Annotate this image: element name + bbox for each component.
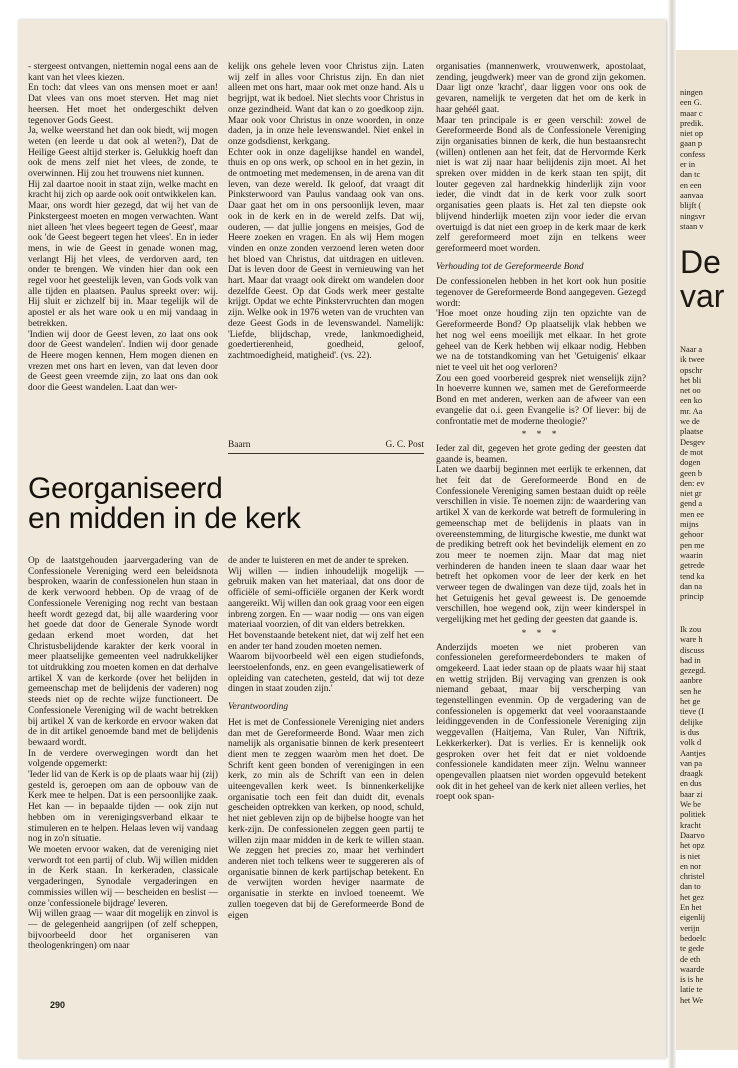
paragraph: en een: [680, 180, 702, 190]
paragraph: staan v: [680, 221, 704, 231]
paragraph: Maar ten principale is er geen verschil: zowel de Gereformeerde Bond als de Confessionele Vereniging zijn organisaties binnen de kerk, die hun bestaansrecht (willen) ontlenen aan het feit, dat de Hervormde Kerk niet is wat zij naar haar belijdenis zijn moet. Al het spreken over midden in de kerk staan ten spijt, dit louter gegeven zal hardnekkig hinderlijk zijn voor ieder, die vindt dat in de kerk voor zulk soort organisaties geen plaats is. Het zal ten diepste ook blijvend hinderlijk moeten zijn voor ieder die ervan overtuigd is dat niet een groep in de kerk maar de kerk zelf gereformeerd moet zijn en telkens weer gereformeerd moet worden.: [436, 115, 646, 254]
column3-intro: [436, 62, 646, 255]
paragraph: In de verdere overwegingen wordt dan het volgende opgemerkt:: [28, 748, 218, 770]
paragraph: gaan p: [680, 139, 703, 149]
subheading-verantwoording: Verantwoording: [228, 702, 289, 713]
paragraph: tieve (I: [680, 707, 704, 717]
paragraph: men ee: [680, 509, 704, 519]
article1-column1: [28, 62, 218, 450]
paragraph: princip: [680, 592, 704, 602]
paragraph: confess: [680, 149, 706, 159]
paragraph: gezegd.: [680, 666, 706, 676]
paragraph: aanbre: [680, 676, 703, 686]
article2-column1: [28, 556, 218, 996]
paragraph: Ja, welke weerstand het dan ook biedt, wij mogen weten (en leerde u dat ook al weten?), Dat de Heilige Geest altijd sterker is. Gelukkig hoeft dan ook de mens zelf niet het vlees, de zonde, te overwinnen. Hij zou het trouwens niet kunnen.: [28, 126, 218, 180]
paragraph: draagk: [680, 769, 703, 779]
column3-anderzijds: [436, 643, 646, 804]
article1-column2: [228, 62, 424, 450]
headline-line1: Georganiseerd: [28, 472, 223, 505]
paragraph: geen b: [680, 468, 703, 478]
paragraph: een G.: [680, 98, 702, 108]
paragraph: dan na: [680, 581, 703, 591]
paragraph: Wij willen graag — waar dit mogelijk en zinvol is — de gelegenheid aangrijpen (of zelf scheppen, bijvoorbeeld door het organiseren van theologenkringen) om naar: [28, 909, 218, 952]
paragraph: en dus: [680, 779, 702, 789]
paragraph: waarin: [680, 550, 703, 560]
paragraph: het We: [680, 995, 704, 1005]
article1-signature: [228, 440, 424, 450]
paragraph: We moeten ervoor waken, dat de vereniging niet verwordt tot een partij of club. Wij willen midden in de Kerk staan. In kerkeraden, classicale vergaderingen, Synodale vergaderingen en commissies willen wij — bescheiden en beslist — onze 'confessionele bijdrage' leveren.: [28, 844, 218, 909]
paragraph: Zou een goed voorbereid gesprek niet wenselijk zijn? In hoeverre kunnen we, samen met de Gereformeerde Bond en met anderen, werken aan de afweer van een evangelie dat o.i. geen Evangelie is? Of liever: bij de confrontatie met de moderne theologie?': [436, 373, 646, 427]
paragraph: politiek: [680, 810, 706, 820]
paragraph: er in: [680, 160, 696, 170]
paragraph: had in: [680, 655, 701, 665]
paragraph: getrede: [680, 561, 705, 571]
paragraph: een ko: [680, 396, 703, 406]
paragraph: den: ev: [680, 478, 705, 488]
paragraph: Laten we daarbij beginnen met eerlijk te erkennen, dat het feit dat de Gereformeerde Bond en de Confessionele Vereniging samen bestaan duidt op reële verschillen in visie. Te noemen zijn: de waardering van artikel X van de kerkorde wat betreft de formulering in gemeenschap met de belijdenis in plaats van in overeenstemming, de liturgische kwestie, me dunkt wat de prediking betreft ook het bevindelijk element en zo zou meer te noemen zijn. Maar dat mag niet verhinderen de handen ineen te slaan daar waar het betreft het opkomen voor de leer der kerk en het verweer tegen de dwalingen van deze tijd, zoals het in het Getuigenis het geval geweest is. De genoemde verschillen, hoe wegend ook, zijn weer kinderspel in vergelijking met het geding der geesten dat gaande is.: [436, 465, 646, 626]
adjacent-headline: [680, 245, 724, 313]
paragraph: De confessionelen hebben in het kort ook hun positie tegenover de Gereformeerde Bond aangegeven. Gezegd wordt:: [436, 277, 646, 309]
paragraph: Desgev: [680, 437, 706, 447]
paragraph: gehoor: [680, 530, 704, 540]
paragraph: is niet: [680, 851, 701, 861]
paragraph: Anderzijds moeten we niet proberen van confessionelen gereformeerdebonders te maken of omgekeerd. Laat ieder staan op de plaats waar hij staat en wettig strijden. Bij vervaging van grenzen is ook niemand gebaat, maar bij verscherping van tegenstellingen evenmin. Op de vergadering van de confessionelen is opgemerkt dat veel vooraanstaande leidinggevenden in de Confessionele Vereniging zijn weggevallen (Haitjema, Van Ruler, Van Niftrik, Lekkerkerker). Dat is verlies. Er is kennelijk ook gesproken over het feit dat er niet voldoende confessionele kandidaten meer zijn. Welnu wanneer opengevallen plaatsen niet worden opgevuld betekent ook dit in het geheel van de kerk niet alleen verlies, het roept ook span-: [436, 642, 646, 803]
paragraph: volk d: [680, 738, 702, 748]
paragraph: ik twee: [680, 355, 705, 365]
signature-author: G. C. Post: [385, 440, 424, 450]
paragraph: opschr: [680, 365, 703, 375]
paragraph: delijke: [680, 717, 703, 727]
paragraph: We be: [680, 800, 701, 810]
paragraph: ningsvr: [680, 211, 706, 221]
paragraph: latie te: [680, 985, 703, 995]
column2-intro: [228, 556, 424, 695]
paragraph: verijn: [680, 923, 700, 933]
paragraph: 'Hoe moet onze houding zijn ten opzichte van de Gereformeerde Bond? Op plaatselijk vlak hebben we het nog wel eens moeilijk met elkaar. In het grote geheel van de Kerk hebben wij elkaar nodig. Hebben we na de totstandkoming van het 'Getuigenis' elkaar niet te veel uit het oog verloren?: [436, 309, 646, 373]
paragraph: christel: [680, 872, 705, 882]
paragraph: maar c: [680, 108, 703, 118]
paragraph: Maar, ons wordt hier gezegd, dat wij het van de Pinkstergeest moeten en mogen verwachten. Want niet alleen 'het vlees begeert tegen de Geest', maar ook 'de Geest begeert tegen het vlees'. En in ieder mens, in wie de Geest in genade wonen mag, verlangt Hij het vlees, de verdorven aard, ten onder te brengen. We vinden hier dan ook een regel voor het geestelijk leven, van Gods volk van alle tijden en plaatsen. Paulus spreekt over: wij. Hij sluit er zichzelf bij in. Maar tegelijk wil de apostel er als het ware ook u en mij vandaag in betrekken.: [28, 201, 218, 329]
column3-geding: [436, 444, 646, 626]
paragraph: dan to: [680, 882, 701, 892]
paragraph: ware h: [680, 635, 703, 645]
paragraph: gend a: [680, 499, 703, 509]
article2-column3: [436, 62, 646, 912]
headline-line2: en midden in de kerk: [28, 502, 301, 535]
paragraph: pen me: [680, 540, 705, 550]
paragraph: we de: [680, 417, 700, 427]
paragraph: dogen: [680, 458, 701, 468]
section-stars-1: * * *: [521, 430, 561, 441]
paragraph: 'Ieder lid van de Kerk is op de plaats waar hij (zij) gesteld is, geroepen om aan de opbouw van de Kerk mee te helpen. Dat is een persoonlijke zaak. Het kan — in bepaalde tijden — ook zijn nut hebben om in verenigingsverband elkaar te stimuleren en te helpen. Helaas leven wij vandaag nog in zo'n situatie.: [28, 770, 218, 845]
paragraph: het ge: [680, 697, 701, 707]
paragraph: het gez: [680, 892, 704, 902]
page-number: 290: [50, 1000, 66, 1010]
paragraph: niet gr: [680, 489, 702, 499]
paragraph: En toch: dat vlees van ons mensen moet er aan! Dat vlees van ons moet sterven. Het mag niet heersen. Het moet het ondergeschikt delven tegenover Gods Geest.: [28, 83, 218, 126]
paragraph: Aantjes: [680, 748, 706, 758]
paragraph: dan tc: [680, 170, 701, 180]
paragraph: mijns: [680, 520, 699, 530]
paragraph: Het bovenstaande betekent niet, dat wij zelf het een en ander ter hand zouden moeten nemen.: [228, 630, 424, 652]
adjacent-mid-column: [680, 345, 738, 602]
binding-gutter: [668, 0, 676, 1068]
paragraph: aanvaa: [680, 190, 704, 200]
adjacent-top-column: [680, 88, 738, 232]
paragraph: Hij zal daartoe nooit in staat zijn, welke macht en kracht hij zich op aarde ook ooit ontwikkelen kan.: [28, 179, 218, 201]
paragraph: de eth: [680, 954, 701, 964]
paragraph: discuss: [680, 645, 705, 655]
paragraph: Het is met de Confessionele Vereniging niet anders dan met de Gereformeerde Bond. Waar men zich namelijk als organisatie binnen de kerk presenteert dient men te zeggen waaròm men het doet. De Schrift kent geen bonden of verenigingen in een kerk, zo min als de Schrift van een in delen uiteengevallen kerk weet. Is binnenkerkelijke organisatie toch een feit dan duidt dit, evenals gescheiden optrekken van kerken, op nood, schuld, het niet gebleven zijn op de bijbelse hoogte van het kerk-zijn. De confessionelen zeggen geen partij te willen zijn maar midden in de kerk te willen staan. We zeggen het precies zo, maar het verhindert anderen niet toch telkens weer te suggereren als of organisatie binnen de kerk partijschap betekent. En de verwijten worden heviger naarmate de organisatie in sterkte en invloed toeneemt. We zullen toegeven dat bij de Gereformeerde Bond de eigen: [228, 717, 424, 921]
paragraph: eigenlij: [680, 913, 706, 923]
adjacent-low-column: [680, 625, 738, 1006]
paragraph: Ik zou: [680, 625, 702, 634]
paragraph: organisaties (mannenwerk, vrouwenwerk, apostolaat, zending, jeugdwerk) meer van de grond zijn gekomen. Daar ligt onze 'kracht', daar liggen voor ons ook de gevaren, namelijk te vergeten dat het om de kerk in haar gehéél gaat.: [436, 62, 646, 115]
adjacent-headline-line1: De: [680, 244, 721, 280]
paragraph: bedoelc: [680, 933, 707, 943]
adjacent-headline-line2: var: [680, 278, 725, 314]
paragraph: van pa: [680, 758, 703, 768]
paragraph: tend ka: [680, 571, 705, 581]
paragraph: 'Indien wij door de Geest leven, zo laat ons ook door de Geest wandelen'. Indien wij door genade de Heere mogen kennen, Hem mogen dienen en vrezen met ons hart en leven, van dat leven door de Geest geen vreemde zijn, zo laat ons dan ook door die Geest wandelen. Laat dan wer-: [28, 329, 218, 394]
column3-verhouding: [436, 277, 646, 427]
paragraph: - stergeest ontvangen, niettemin nogal eens aan de kant van het vlees kiezen.: [28, 62, 218, 83]
paragraph: de ander te luisteren en met de ander te spreken.: [228, 556, 409, 566]
paragraph: Daarvo: [680, 830, 705, 840]
paragraph: Naar a: [680, 345, 703, 354]
paragraph: het bli: [680, 375, 702, 385]
article2-column2: [228, 556, 424, 996]
paragraph: blijft (: [680, 201, 702, 211]
paragraph: sen he: [680, 686, 702, 696]
adjacent-page-edge: [676, 50, 738, 1050]
paragraph: net oo: [680, 386, 701, 396]
paragraph: de mot: [680, 447, 704, 457]
paragraph: kracht: [680, 820, 701, 830]
article2-headline: [28, 474, 428, 534]
paragraph: predik.: [680, 118, 704, 128]
signature-rule: [228, 453, 424, 454]
section-stars-2: * * *: [521, 628, 561, 639]
paragraph: is is he: [680, 975, 704, 985]
paragraph: plaatse: [680, 427, 704, 437]
paragraph: Waarom bijvoorbeeld wèl een eigen studiefonds, leerstoelenfonds, enz. en geen evangelisatiewerk of opleiding van catecheten, gesteld, dat wij tot deze dingen in staat zouden zijn.': [228, 652, 424, 695]
paragraph: niet op: [680, 129, 704, 139]
paragraph: mr. Aa: [680, 406, 703, 416]
paragraph: en nor: [680, 861, 702, 871]
paragraph: Ieder zal dit, gegeven het grote geding der geesten dat gaande is, beamen.: [436, 443, 646, 465]
paragraph: is dus: [680, 727, 700, 737]
subheading-verhouding: Verhouding tot de Gereformeerde Bond: [436, 261, 584, 272]
paragraph: waarde: [680, 964, 705, 974]
signature-place: Baarn: [228, 440, 251, 450]
paragraph: kelijk ons gehele leven voor Christus zijn. Laten wij zelf in alles voor Christus zijn. En dan niet alleen met ons hart, maar ook met onze hand. Als u begrijpt, wat ik bedoel. Niet slechts voor Christus in onze gezindheid. Want dat kan o zo goedkoop zijn. Maar ook voor Christus in onze woorden, in onze daden, ja in onze hele levenswandel. Niet enkel in onze godsdienst, kerkgang.: [228, 62, 424, 147]
paragraph: het opz: [680, 841, 705, 851]
paragraph: Op de laatstgehouden jaarvergadering van de Confessionele Vereniging werd een beleidsnota besproken, waarin de confessionelen hun staan in de kerk verwoord hebben. Op de vraag of de Confessionele Vereniging nog recht van bestaan heeft wordt gezegd dat, bij alle waardering voor het goede dat door de Generale Synode wordt gedaan erkend moet worden, dat het Christusbelijdende karakter der kerk vooral in meer plaatselijke gemeenten veel nadrukkelijker tot uitdrukking zou moeten komen en dat derhalve artikel X van de kerkorde (over het belijden in gemeenschap met de belijdenis der vaderen) nog steeds niet op de rechte wijze functioneert. De Confessionele Vereniging wil de wacht betrekken bij artikel X van de kerkorde en ervoor waken dat de in dit artikel genoemde band met de belijdenis bewaard wordt.: [28, 556, 218, 748]
paragraph: te gede: [680, 944, 704, 954]
paragraph: En het: [680, 903, 702, 913]
paragraph: Wij willen — indien inhoudelijk mogelijk — gebruik maken van het materiaal, dat ons door de officiële of semi-officiële organen der Kerk wordt aangereikt. Wij willen dan ook graag voor een eigen inbreng zorgen. En — waar nodig — ons van eigen materiaal voorzien, of dit van elders betrekken.: [228, 566, 424, 631]
paragraph: ningen: [680, 88, 703, 97]
column2-verantwoording: [228, 718, 424, 921]
paragraph: baar zi: [680, 789, 703, 799]
paragraph: Echter ook in onze dagelijkse handel en wandel, thuis en op ons werk, op school en in het gezin, in de ontmoeting met medemensen, in de arena van dit leven, van deze wereld. Ik geloof, dat vraagt dit Pinksterwoord van Paulus vandaag ook van ons. Daar gaat het om in ons persoonlijk leven, maar ook in de kerk en in de wereld zelfs. Dat wij, ouderen, — dat jullie jongens en meisjes, God de Heere zoeken en vragen. En als wij Hem mogen vinden en onze zonden verzoend leren weten door het bloed van Christus, dat uitdragen en uitleven. Dat is leven door de Geest in vernieuwing van het hart. Maar dat vraagt ook direkt om wandelen door dezelfde Geest. Op dat Gods werk meer gestalte krijgt. Opdat we echte Pinkstervruchten dan mogen zijn. Welke ook in 1976 weten van de vruchten van deze Geest Gods in de levenswandel. Namelijk: 'Liefde, blijdschap, vrede, lankmoedigheid, goedertierenheid, goedheid, geloof, zachtmoedigheid, matigheid'. (vs. 22).: [228, 147, 424, 361]
